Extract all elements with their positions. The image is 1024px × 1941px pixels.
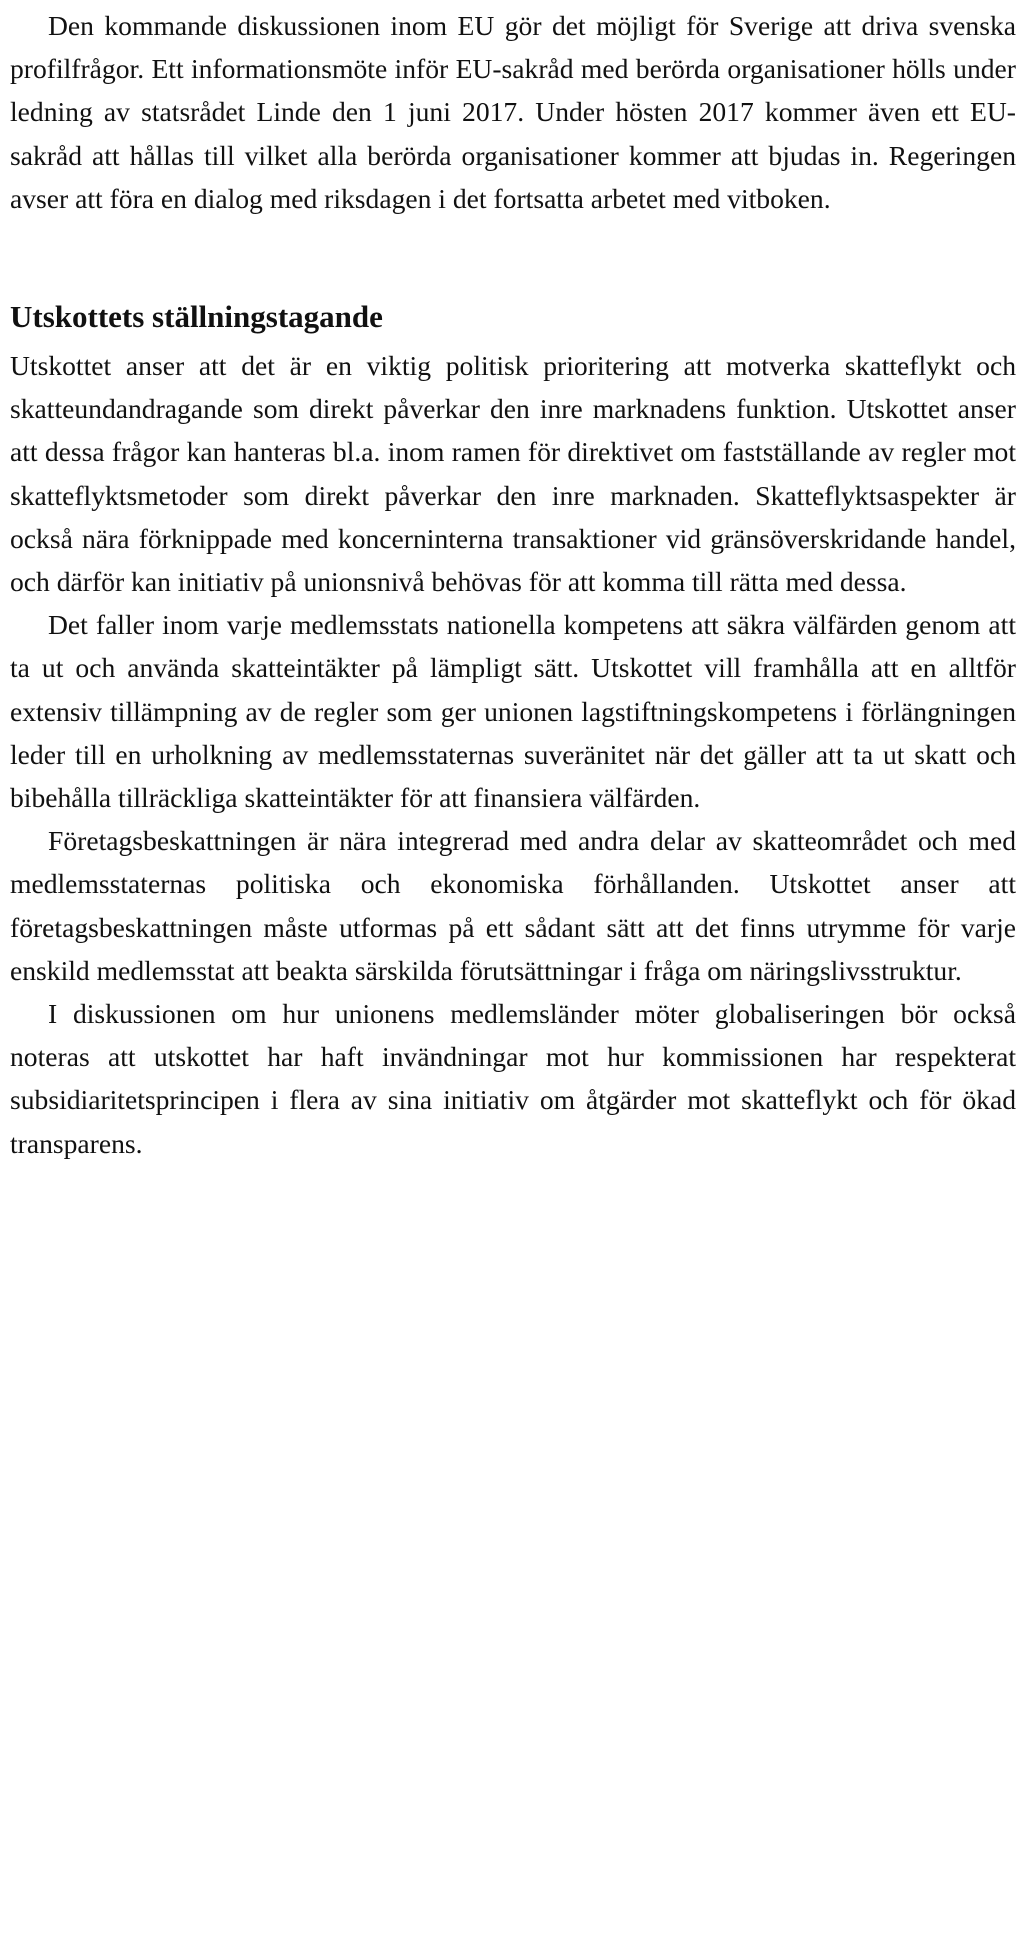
document-page <box>10 4 1016 1165</box>
section-heading: Utskottets ställningstagande <box>10 299 383 335</box>
body-paragraph-2: Det faller inom varje medlemsstats nationella kompetens att säkra välfärden genom att ta ut och använda skatteintäkter på lämpligt sätt. Utskottet vill framhålla att en alltför extensiv tillämpning av de regler som ger unionen lagstiftningskompetens i förlängningen leder till en urholkning av medlemsstaternas suveränitet när det gäller att ta ut skatt och bibehålla tillräckliga skatteintäkter för att finansiera välfärden. <box>10 609 1016 814</box>
body-paragraph-1: Utskottet anser att det är en viktig politisk prioritering att motverka skatteflykt och skatteundandragande som direkt påverkar den inre marknadens funktion. Utskottet anser att dessa frågor kan hanteras bl.a. inom ramen för direktivet om fastställande av regler mot skatteflyktsmetoder som direkt påverkar den inre marknaden. Skatteflyktsaspekter är också nära förknippade med koncerninterna transaktioner vid gränsöverskridande handel, och därför kan initiativ på unionsnivå behövas för att komma till rätta med dessa. <box>10 350 1016 598</box>
body-paragraph-4: I diskussionen om hur unionens medlemsländer möter globaliseringen bör också noteras att utskottet har haft invändningar mot hur kommissionen har respekterat subsidiaritetsprincipen i flera av sina initiativ om åtgärder mot skatteflykt och för ökad transparens. <box>10 998 1016 1159</box>
intro-paragraph: Den kommande diskussionen inom EU gör det möjligt för Sverige att driva svenska profilfrågor. Ett informationsmöte inför EU-sakråd med berörda organisationer hölls under ledning av statsrådet Linde den 1 juni 2017. Under hösten 2017 kommer även ett EU-sakråd att hållas till vilket alla berörda organisationer kommer att bjudas in. Regeringen avser att föra en dialog med riksdagen i det fortsatta arbetet med vitboken. <box>10 10 1016 214</box>
body-paragraph-3: Företagsbeskattningen är nära integrerad med andra delar av skatteområdet och med medlemsstaternas politiska och ekonomiska förhållanden. Utskottet anser att företagsbeskattningen måste utformas på ett sådant sätt att det finns utrymme för varje enskild medlemsstat att beakta särskilda förutsättningar i fråga om näringslivsstruktur. <box>10 825 1016 986</box>
